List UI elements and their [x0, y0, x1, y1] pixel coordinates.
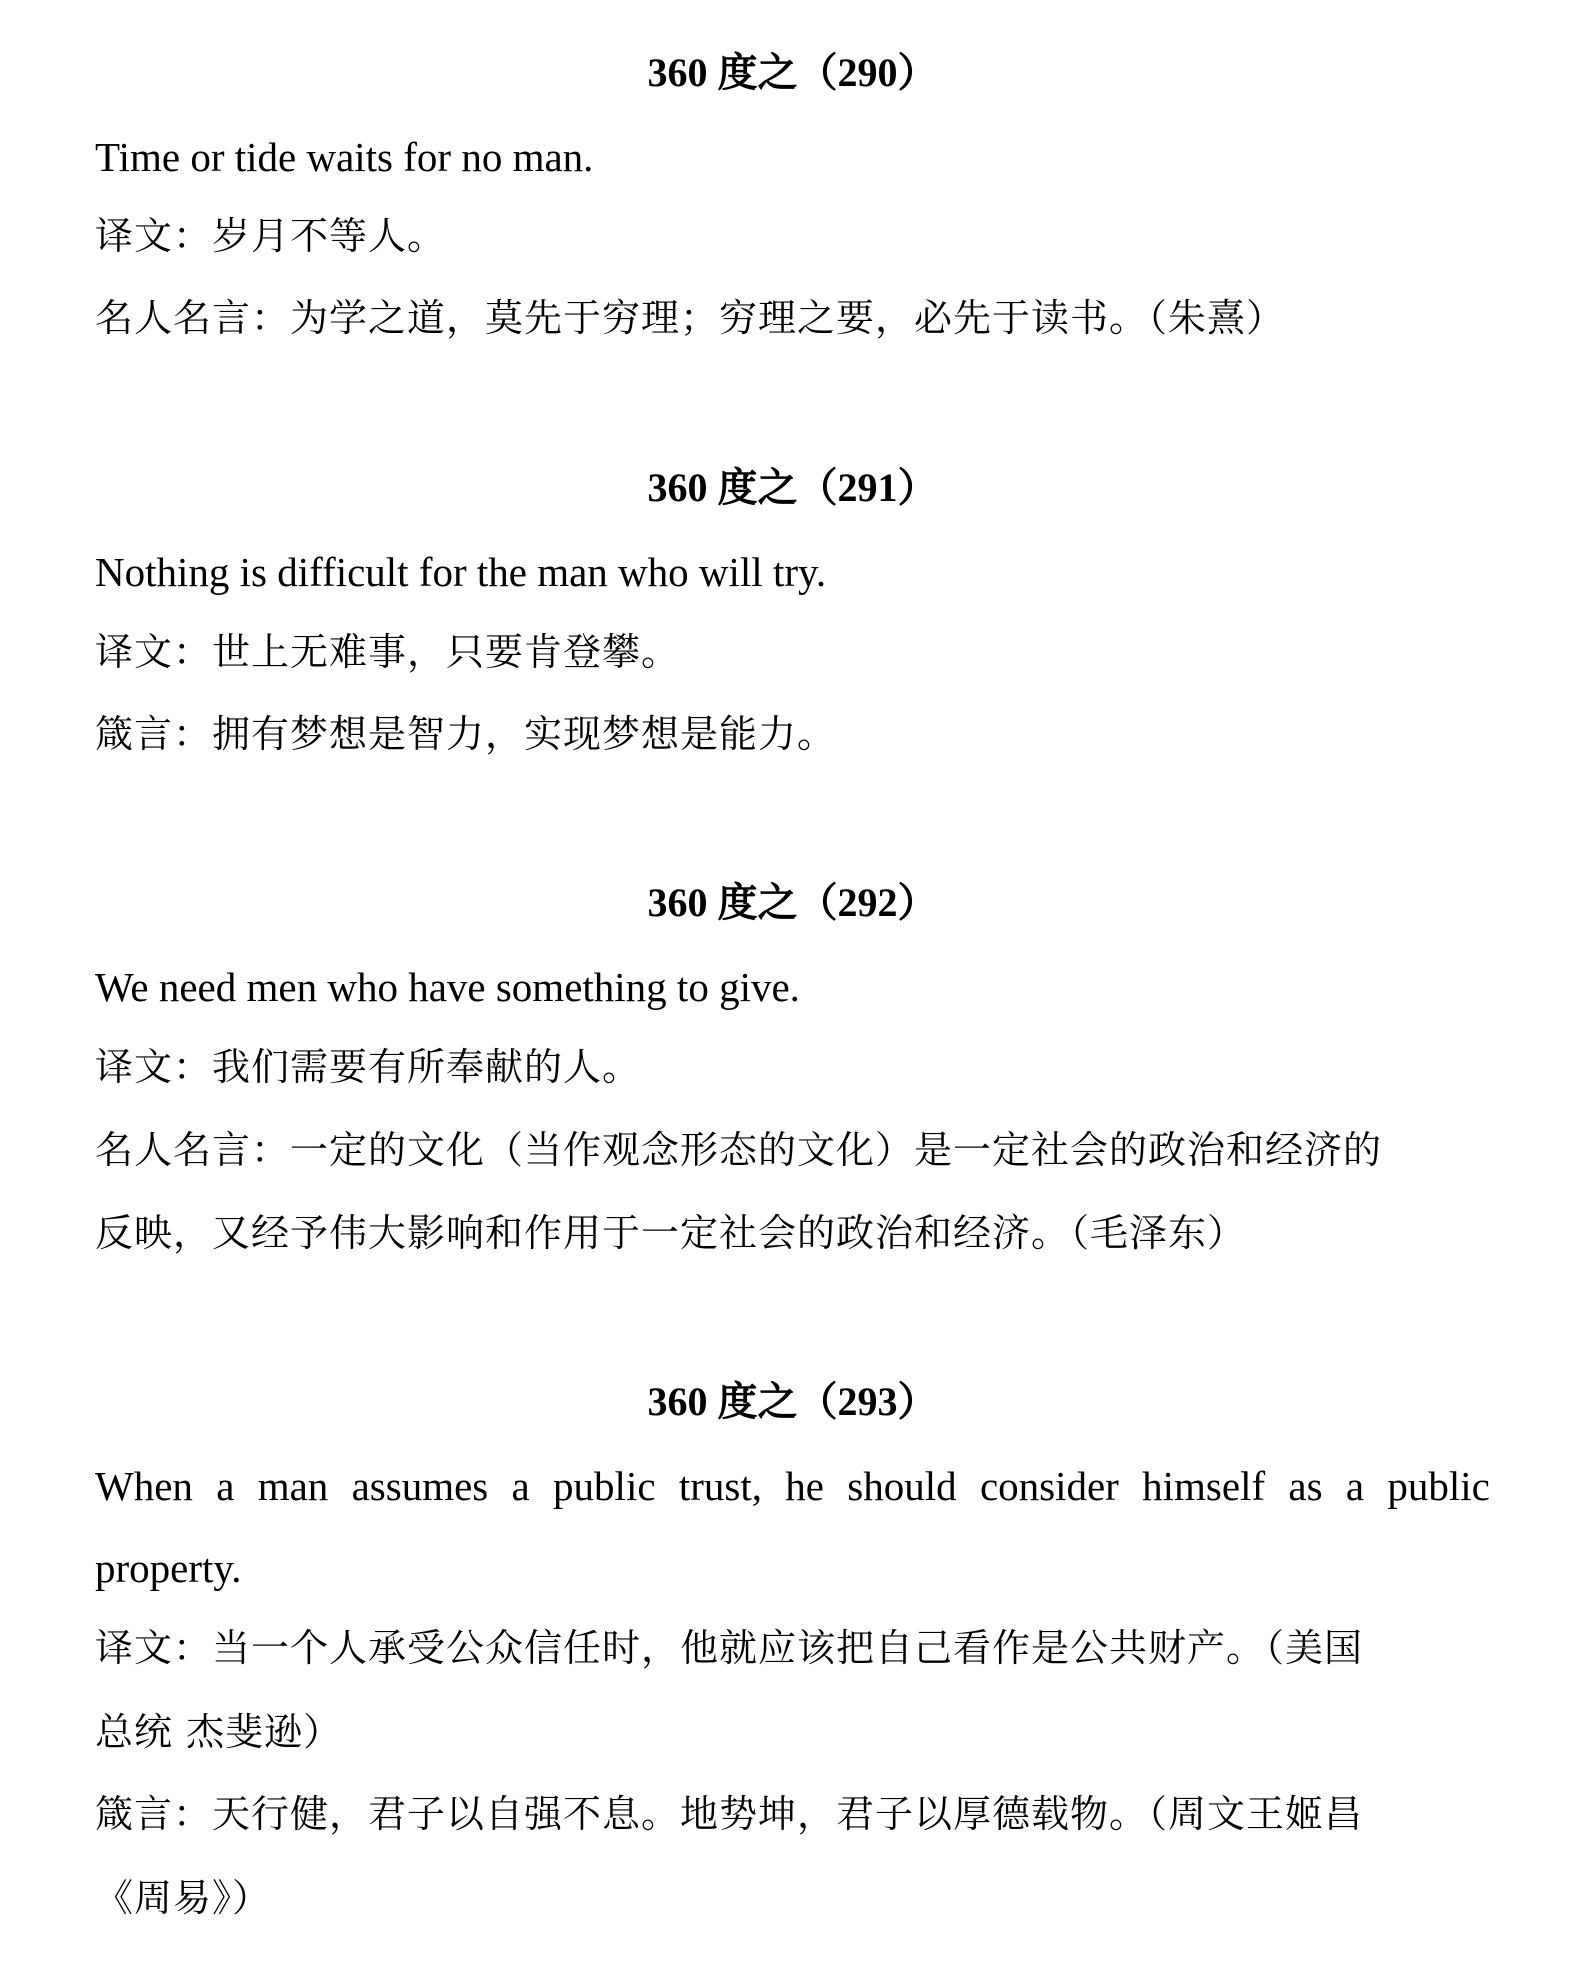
translation-292: 译文：我们需要有所奉献的人。 [95, 1045, 642, 1089]
quote-292-line2: 反映，又经予伟大影响和作用于一定社会的政治和经济。（毛泽东） [95, 1211, 1247, 1255]
word: a [216, 1463, 235, 1509]
word: should [847, 1463, 957, 1509]
translation-291: 译文：世上无难事，只要肯登攀。 [95, 630, 681, 674]
word: a [511, 1463, 530, 1509]
word: himself [1142, 1463, 1266, 1509]
quote-290: 名人名言：为学之道，莫先于穷理；穷理之要，必先于读书。（朱熹） [95, 296, 1286, 340]
quote-293-line1: 箴言：天行健，君子以自强不息。地势坤，君子以厚德载物。（周文王姬昌 [95, 1792, 1364, 1836]
english-sentence-293-line2: property. [95, 1545, 242, 1591]
translation-290: 译文：岁月不等人。 [95, 214, 447, 258]
section-title-291: 360 度之（291） [647, 465, 938, 510]
word: assumes [351, 1463, 489, 1509]
word: When [95, 1463, 193, 1509]
english-sentence-290: Time or tide waits for no man. [95, 134, 594, 180]
quote-291: 箴言：拥有梦想是智力，实现梦想是能力。 [95, 712, 837, 756]
translation-293-line1: 译文：当一个人承受公众信任时，他就应该把自己看作是公共财产。（美国 [95, 1626, 1364, 1670]
english-sentence-291: Nothing is difficult for the man who will try. [95, 549, 827, 595]
translation-293-line2: 总统 杰斐逊） [95, 1710, 343, 1754]
quote-293-line2: 《周易》） [95, 1876, 272, 1920]
word: a [1345, 1463, 1365, 1509]
word: man [257, 1463, 329, 1509]
english-sentence-293-line1 [95, 1463, 1490, 1509]
quote-292-line1: 名人名言：一定的文化（当作观念形态的文化）是一定社会的政治和经济的 [95, 1128, 1383, 1172]
section-title-293: 360 度之（293） [647, 1379, 938, 1424]
word: public [553, 1463, 656, 1509]
word: he [785, 1463, 824, 1509]
word: public [1387, 1463, 1490, 1509]
section-title-292: 360 度之（292） [647, 880, 938, 925]
word: consider [979, 1463, 1119, 1509]
word: as [1288, 1463, 1323, 1509]
word: trust, [678, 1463, 762, 1509]
english-sentence-292: We need men who have something to give. [95, 964, 800, 1010]
section-title-290: 360 度之（290） [647, 50, 938, 95]
